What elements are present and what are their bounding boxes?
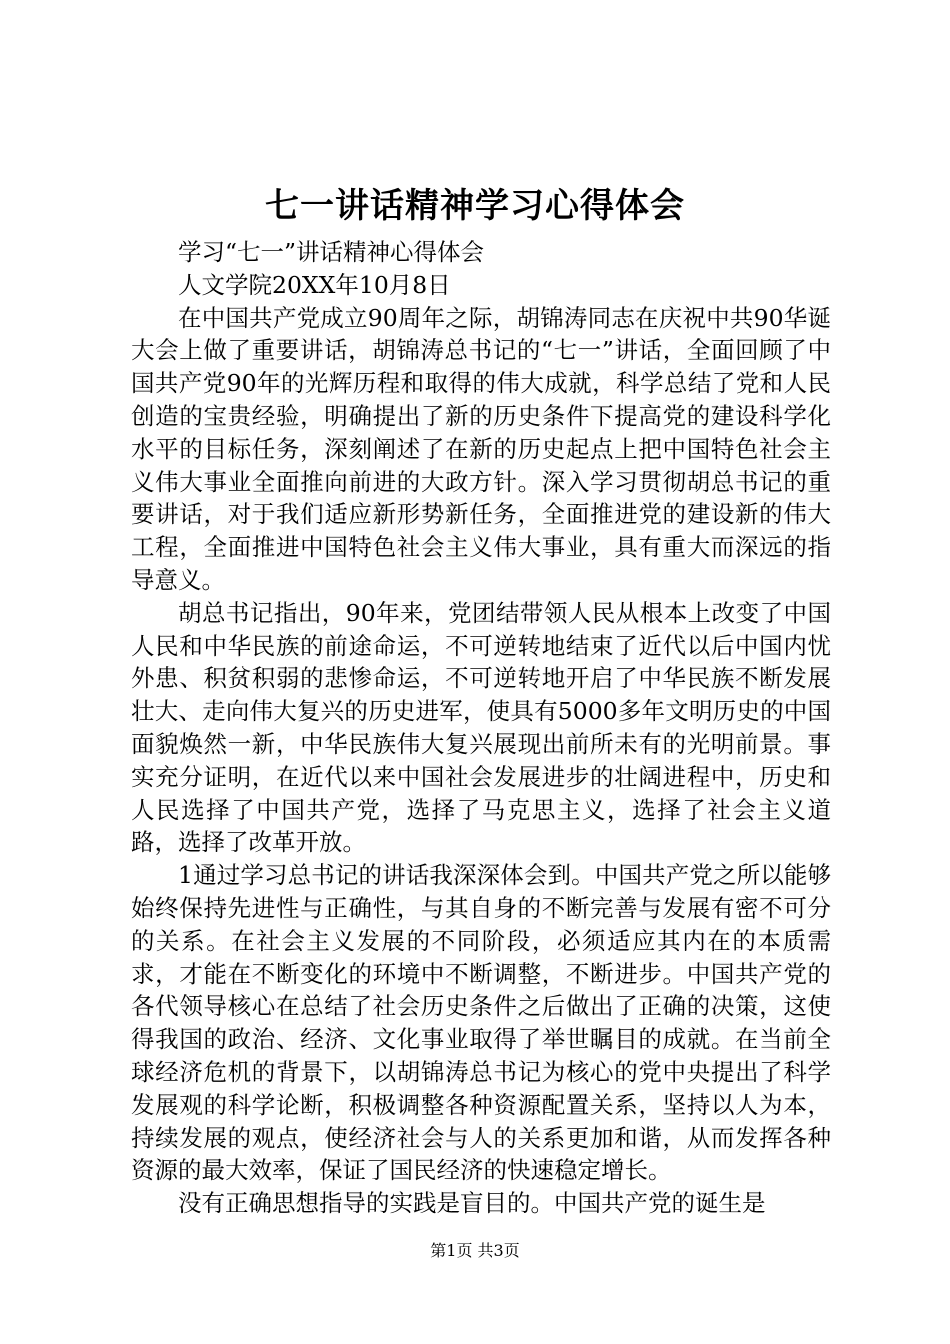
- paragraph: 没有正确思想指导的实践是盲目的。中国共产党的诞生是: [178, 1189, 766, 1218]
- document-body: [131, 236, 831, 1220]
- paragraph: 1通过学习总书记的讲话我深深体会到。中国共产党之所以能够始终保持先进性与正确性，与其自身的不断完善与发展有密不可分的关系。在社会主义发展的不同阶段，必须适应其内在的本质需求，才能在不断变化的环境中不断调整，不断进步。中国共产党的各代领导核心在总结了社会历史条件之后做出了正确的决策，这使得我国的政治、经济、文化事业取得了举世瞩目的成就。在当前全球经济危机的背景下，以胡锦涛总书记为核心的党中央提出了科学发展观的科学论断，积极调整各种资源配置关系，坚持以人为本，持续发展的观点，使经济社会与人的关系更加和谐，从而发挥各种资源的最大效率，保证了国民经济的快速稳定增长。: [131, 861, 831, 1185]
- document-title: 七一讲话精神学习心得体会: [265, 186, 685, 226]
- paragraph: 胡总书记指出，90年来，党团结带领人民从根本上改变了中国人民和中华民族的前途命运，不可逆转地结束了近代以后中国内忧外患、积贫积弱的悲惨命运，不可逆转地开启了中华民族不断发展壮大、走向伟大复兴的历史进军，使具有5000多年文明历史的中国面貌焕然一新，中华民族伟大复兴展现出前所未有的光明前景。事实充分证明，在近代以来中国社会发展进步的壮阔进程中，历史和人民选择了中国共产党，选择了马克思主义，选择了社会主义道路，选择了改革开放。: [131, 598, 831, 857]
- paragraph: 在中国共产党成立90周年之际，胡锦涛同志在庆祝中共90华诞大会上做了重要讲话，胡锦涛总书记的“七一”讲话，全面回顾了中国共产党90年的光辉历程和取得的伟大成就，科学总结了党和人民创造的宝贵经验，明确提出了新的历史条件下提高党的建设科学化水平的目标任务，深刻阐述了在新的历史起点上把中国特色社会主义伟大事业全面推向前进的大政方针。深入学习贯彻胡总书记的重要讲话，对于我们适应新形势新任务，全面推进党的建设新的伟大工程，全面推进中国特色社会主义伟大事业，具有重大而深远的指导意义。: [131, 303, 831, 594]
- page-footer: 第1页 共3页: [430, 1241, 520, 1260]
- author-date-line: 人文学院20XX年10月8日: [178, 270, 451, 299]
- subtitle-line: 学习“七一”讲话精神心得体会: [178, 238, 485, 266]
